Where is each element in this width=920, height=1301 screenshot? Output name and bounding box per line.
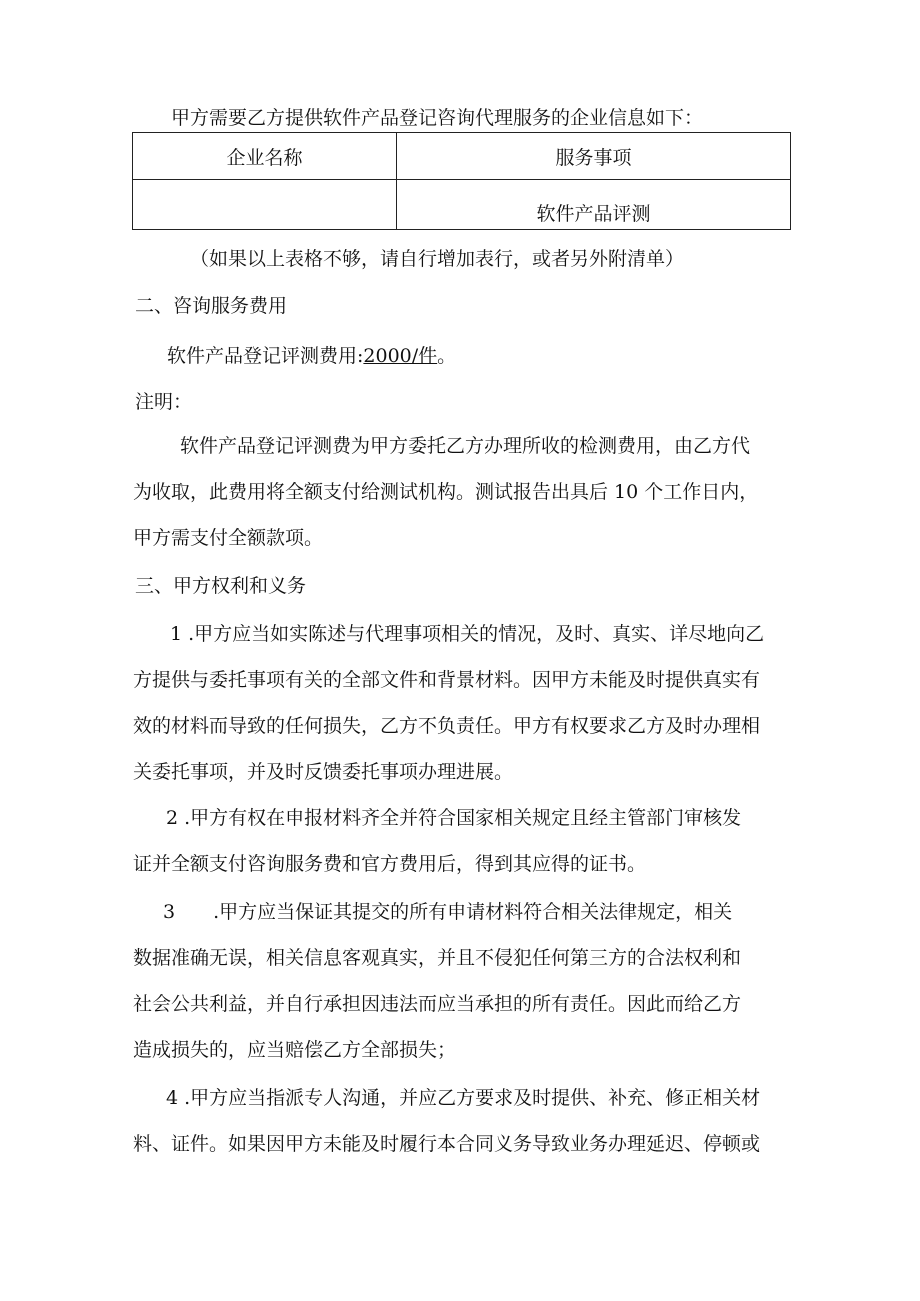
note-line-2: 为收取，此费用将全额支付给测试机构。测试报告出具后 10 个工作日内， bbox=[133, 481, 759, 503]
item4-line-1: 4 .甲方应当指派专人沟通，并应乙方要求及时提供、补充、修正相关材 bbox=[166, 1087, 761, 1109]
fee-amount: 2000/件 bbox=[363, 345, 438, 367]
fee-label: 软件产品登记评测费用: bbox=[167, 345, 364, 367]
item2-line-1: 2 .甲方有权在申报材料齐全并符合国家相关规定且经主管部门审核发 bbox=[166, 807, 742, 829]
section3-heading: 三、甲方权利和义务 bbox=[135, 575, 307, 597]
cell-company-name bbox=[133, 180, 397, 230]
section2-heading: 二、咨询服务费用 bbox=[135, 295, 288, 317]
item4-line-2: 料、证件。如果因甲方未能及时履行本合同义务导致业务办理延迟、停顿或 bbox=[133, 1133, 761, 1155]
fee-end: 。 bbox=[437, 345, 457, 367]
note-label: 注明： bbox=[135, 391, 193, 413]
item3-line-1: 3 .甲方应当保证其提交的所有申请材料符合相关法律规定，相关 bbox=[163, 901, 733, 923]
table-row bbox=[133, 180, 791, 230]
cell-service-item: 软件产品评测 bbox=[397, 180, 791, 230]
item1-line-3: 效的材料而导致的任何损失，乙方不负责任。甲方有权要求乙方及时办理相 bbox=[133, 715, 761, 737]
note-line-3: 甲方需支付全额款项。 bbox=[133, 527, 324, 549]
table-header-row bbox=[133, 133, 791, 180]
intro-text: 甲方需要乙方提供软件产品登记咨询代理服务的企业信息如下： bbox=[171, 107, 704, 129]
item3-line-2: 数据准确无误，相关信息客观真实，并且不侵犯任何第三方的合法权利和 bbox=[133, 947, 742, 969]
table-note: （如果以上表格不够，请自行增加表行，或者另外附清单） bbox=[190, 248, 685, 270]
header-company-name: 企业名称 bbox=[133, 133, 397, 180]
header-service-item: 服务事项 bbox=[397, 133, 791, 180]
note-line-1: 软件产品登记评测费为甲方委托乙方办理所收的检测费用，由乙方代 bbox=[180, 435, 751, 457]
fee-line bbox=[167, 344, 456, 368]
enterprise-info-table bbox=[132, 132, 791, 230]
item3-line-4: 造成损失的，应当赔偿乙方全部损失； bbox=[133, 1039, 457, 1061]
item1-line-1: 1 .甲方应当如实陈述与代理事项相关的情况，及时、真实、详尽地向乙 bbox=[170, 623, 765, 645]
item1-line-4: 关委托事项，并及时反馈委托事项办理进展。 bbox=[133, 761, 514, 783]
item3-line-3: 社会公共利益，并自行承担因违法而应当承担的所有责任。因此而给乙方 bbox=[133, 993, 742, 1015]
item2-line-2: 证并全额支付咨询服务费和官方费用后，得到其应得的证书。 bbox=[133, 853, 647, 875]
item1-line-2: 方提供与委托事项有关的全部文件和背景材料。因甲方未能及时提供真实有 bbox=[133, 669, 761, 691]
